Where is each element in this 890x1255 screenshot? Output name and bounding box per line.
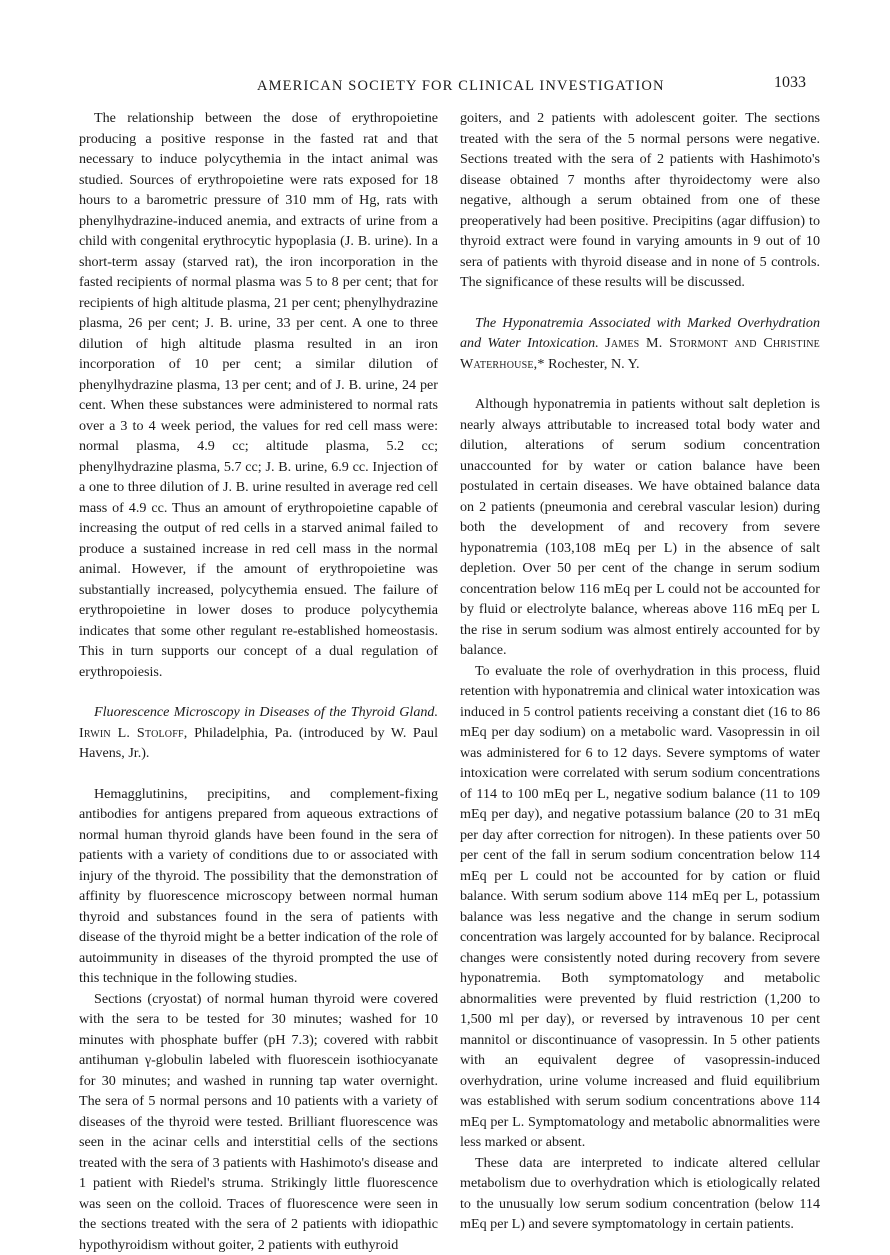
running-head: AMERICAN SOCIETY FOR CLINICAL INVESTIGATION [257, 78, 665, 95]
fluorescence-abstract-affiliation: Philadelphia, Pa. (introduced by W. Paul Havens, Jr.). [79, 725, 438, 762]
fluorescence-abstract-author: Irwin L. Stoloff, [79, 725, 187, 741]
right-column [460, 108, 820, 1235]
fluorescence-abstract-heading [79, 702, 438, 764]
hyponatremia-paragraph-2: To evaluate the role of overhydration in this process, fluid retention with hyponatremia and clinical water intoxication was induced in 5 control patients receiving a constant diet (16 to 86 mEq per day sodium) on a metabolic ward. Vasopressin in oil was administered for 6 to 12 days. Severe symptoms of water intoxication were correlated with serum sodium concentrations of 114 to 100 mEq per L, negative sodium balance (11 to 109 mEq per day), and negative potassium balance (20 to 31 mEq per day after correction for nitrogen). In these patients over 50 per cent of the fall in serum sodium concentration below 114 mEq per L could not be accounted for by cation or fluid balance. With serum sodium above 114 mEq per L, potassium balance was less negative and the change in serum sodium concentration was largely accounted for by balance. Reciprocal changes were consistently noted during recovery from severe hyponatremia. Both symptomatology and metabolic abnormalities were prevented by fluid restriction (1,200 to 1,500 ml per day), or reversed by intravenous 10 per cent mannitol or discontinuance of vasopressin. In 5 other patients with an equivalent degree of vasopressin-induced overhydration, urine volume increased and fluid equilibrium was established with serum sodium concentrations above 114 mEq per L. Symptomatology and metabolic abnormalities were less marked or absent. [460, 661, 820, 1153]
fluorescence-paragraph-2: Sections (cryostat) of normal human thyroid were covered with the sera to be tested for 30 minutes; washed for 10 minutes with phosphate buffer (pH 7.3); covered with rabbit antihuman γ-globulin labeled with fluorescein isothiocyanate for 30 minutes; and washed in running tap water overnight. The sera of 5 normal persons and 10 patients with a variety of diseases of the thyroid were tested. Brilliant fluorescence was seen in the acinar cells and interstitial cells of the sections treated with the sera of 3 patients with Hashimoto's disease and 1 patient with Riedel's struma. Strikingly little fluorescence was seen on the colloid. Traces of fluorescence were seen in the sections treated with the sera of 2 patients with idiopathic hypothyroidism without goiter, 2 patients with euthyroid [79, 989, 438, 1255]
hyponatremia-paragraph-3: These data are interpreted to indicate altered cellular metabolism due to overhydration which is etiologically related to the unusually low serum sodium concentration (below 114 mEq per L) and severe symptomatology in certain patients. [460, 1153, 820, 1235]
hyponatremia-paragraph-1: Although hyponatremia in patients without salt depletion is nearly always attributable to increased total body water and dilution, alterations of serum sodium concentration unaccounted for by water or cation balance have been postulated in certain diseases. We have obtained balance data on 2 patients (pneumonia and cerebral vascular lesion) during both the development of and recovery from severe hyponatremia (103,108 mEq per L) in the absence of salt depletion. Over 50 per cent of the change in serum sodium concentration below 116 mEq per L could not be accounted for by fluid or electrolyte balance, whereas above 116 mEq per L the rise in serum sodium was almost entirely accounted for by balance. [460, 394, 820, 661]
left-column [79, 108, 438, 1255]
hyponatremia-abstract-authors: James M. Stormont and Christine Waterhouse,* [460, 335, 820, 372]
hyponatremia-abstract-affiliation: Rochester, N. Y. [548, 356, 639, 372]
fluorescence-continuation: goiters, and 2 patients with adolescent goiter. The sections treated with the sera of the 5 normal persons were negative. Sections treated with the sera of 2 patients with Hashimoto's disease obtained 7 months after thyroidectomy were also negative, although a serum obtained from one of these preoperatively had been positive. Precipitins (agar diffusion) to thyroid extract were found in varying amounts in 9 out of 10 sera of patients with thyroid disease and in none of 5 controls. The significance of these results will be discussed. [460, 108, 820, 293]
erythropoietine-paragraph: The relationship between the dose of erythropoietine producing a positive response in the fasted rat and that necessary to induce polycythemia in the intact animal was studied. Sources of erythropoietine were rats exposed for 18 hours to a barometric pressure of 310 mm of Hg, rats with phenylhydrazine-induced anemia, and extracts of urine from a child with congenital erythrocytic hypoplasia (J. B. urine). In a short-term assay (starved rat), the iron incorporation in the fasted recipients of normal plasma was 5 to 8 per cent; that for recipients of high altitude plasma, 21 per cent; phenylhydrazine plasma, 26 per cent; J. B. urine, 33 per cent. A one to three dilution of high altitude plasma resulted in an iron incorporation of 10 per cent; a similar dilution of phenylhydrazine plasma, 13 per cent; and of J. B. urine, 24 per cent. When these substances were administered to normal rats over a 3 to 4 week period, the values for red cell mass were: normal plasma, 4.9 cc; altitude plasma, 5.2 cc; phenylhydrazine plasma, 5.7 cc; J. B. urine, 6.9 cc. Injection of a one to three dilution of J. B. urine resulted in average red cell mass of 4.9 cc. Thus an amount of erythropoietine capable of increasing the output of red cells in a starved animal failed to produce a sustained increase in red cell mass in the normal animal. However, if the amount of erythropoietine was substantially increased, polycythemia ensued. The failure of erythropoietine in lower doses to produce polycythemia indicates that some other regulant re-established homeostasis. This in turn supports our concept of a dual regulation of erythropoiesis. [79, 108, 438, 682]
hyponatremia-abstract-title: The Hyponatremia Associated with Marked Overhydration and Water Intoxication. [460, 315, 820, 352]
hyponatremia-abstract-heading [460, 313, 820, 375]
page-number: 1033 [774, 74, 806, 92]
fluorescence-abstract-title: Fluorescence Microscopy in Diseases of the Thyroid Gland. [94, 704, 438, 720]
fluorescence-paragraph-1: Hemagglutinins, precipitins, and complement-fixing antibodies for antigens prepared from aqueous extractions of normal human thyroid glands have been found in the sera of patients with a variety of conditions due to or associated with injury of the thyroid. The possibility that the demonstration of affinity by fluorescence microscopy between normal human thyroid and substances found in the sera of patients with disease of the thyroid might be a better indication of the role of autoimmunity in diseases of the thyroid prompted the use of this technique in the following studies. [79, 784, 438, 989]
